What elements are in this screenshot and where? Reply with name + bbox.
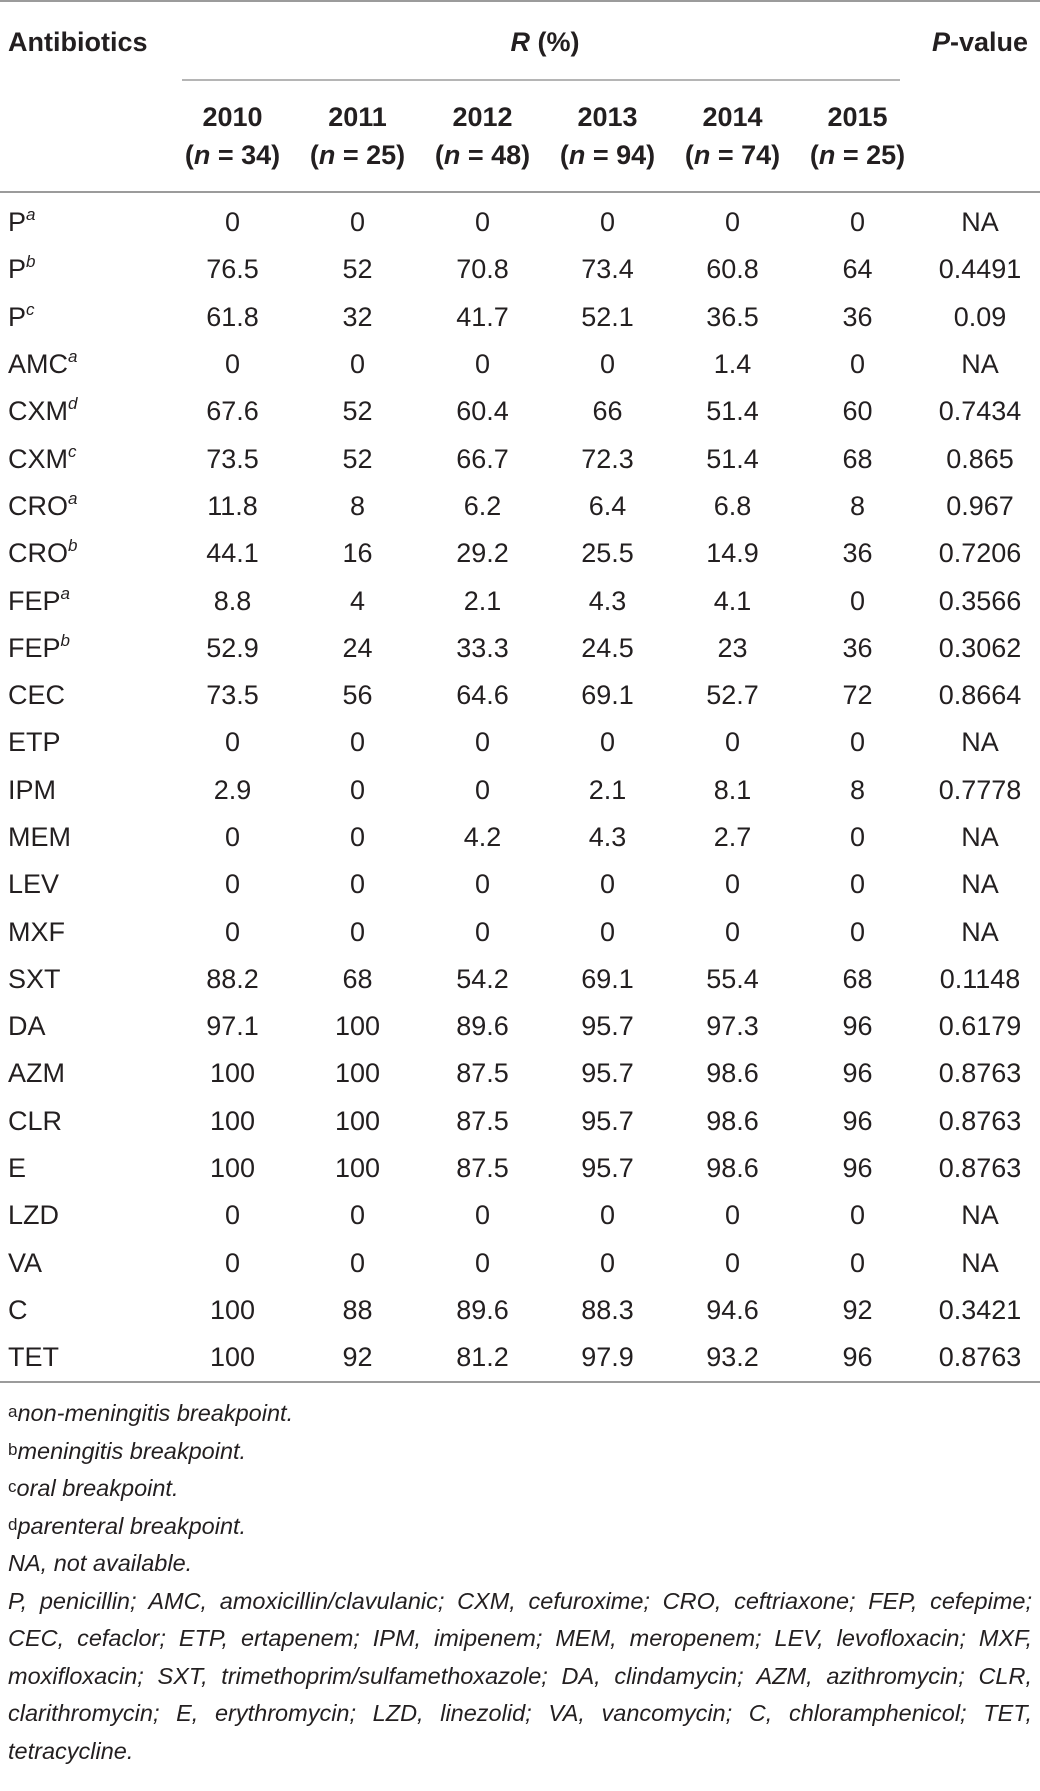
resistance-value: 52.7: [706, 680, 759, 711]
table-row: [0, 719, 1040, 766]
resistance-value: 23: [717, 632, 748, 663]
resistance-value: 95.7: [581, 1153, 634, 1184]
resistance-value: 0: [474, 916, 491, 947]
resistance-value: 64.6: [456, 680, 509, 711]
resistance-value: 0: [850, 727, 866, 758]
resistance-value: 97.3: [706, 1011, 759, 1042]
resistance-value: 0: [724, 207, 741, 238]
resistance-value: 0: [224, 349, 241, 380]
antibiotic-name: LZD: [8, 1200, 60, 1231]
footnote: $^d$parenteral breakpoint.: [8, 1512, 247, 1539]
table-header: [0, 1, 1040, 192]
resistance-value: 72: [842, 680, 873, 711]
p-value: NA: [961, 1200, 999, 1231]
table-row: [0, 861, 1040, 908]
footnote-marker: a: [68, 488, 78, 508]
resistance-value: 0: [224, 727, 241, 758]
resistance-value: 44.1: [206, 538, 259, 569]
resistance-value: 36: [842, 538, 873, 569]
resistance-value: 100: [209, 1342, 256, 1373]
antibiotic-name: FEP$^a$: [8, 583, 70, 616]
resistance-value: 0: [474, 349, 491, 380]
resistance-value: 0: [724, 916, 741, 947]
resistance-value: 98.6: [706, 1105, 759, 1136]
antibiotic-name: MEM: [8, 822, 71, 852]
resistance-value: 0: [349, 869, 366, 900]
p-value: NA: [961, 727, 999, 758]
resistance-value: 8: [349, 490, 366, 521]
table-row: [0, 341, 1040, 388]
resistance-value: 0: [224, 822, 241, 852]
resistance-value: 24.5: [581, 632, 634, 663]
resistance-value: 0: [850, 916, 866, 947]
footnote-marker: a: [26, 205, 36, 225]
resistance-value: 51.4: [706, 443, 759, 474]
p-value: 0.3421: [938, 1294, 1022, 1325]
resistance-value: 96: [842, 1342, 873, 1373]
resistance-value: 69.1: [581, 680, 634, 711]
footnote-marker: a: [68, 347, 78, 367]
resistance-value: 29.2: [456, 538, 509, 569]
table-row: [0, 483, 1040, 530]
resistance-value: 72.3: [581, 443, 634, 474]
p-value: 0.865: [946, 443, 1014, 474]
p-value: NA: [961, 1247, 999, 1278]
p-value: 0.09: [953, 301, 1007, 332]
resistance-value: 60: [842, 396, 873, 427]
resistance-value: 55.4: [706, 963, 759, 994]
resistance-value: 0: [599, 916, 616, 947]
antibiotic-name: AMC$^a$: [8, 347, 78, 380]
antibiotic-name: AZM: [8, 1058, 65, 1089]
antibiotic-name: MXF: [8, 916, 65, 947]
footnote-marker: c: [26, 299, 35, 319]
antibiotic-name: C: [8, 1294, 28, 1325]
resistance-value: 41.7: [456, 301, 509, 332]
antibiotic-name: SXT: [8, 963, 61, 994]
table-row: [0, 1003, 1040, 1050]
resistance-value: 0: [724, 1200, 741, 1231]
resistance-value: 88.2: [206, 963, 259, 994]
table-row: [0, 1334, 1040, 1382]
resistance-value: 98.6: [706, 1058, 759, 1089]
resistance-value: 0: [850, 869, 866, 900]
resistance-value: 36: [842, 301, 873, 332]
resistance-value: 4.2: [463, 822, 502, 852]
resistance-value: 0: [349, 1247, 366, 1278]
resistance-value: 0: [349, 1200, 366, 1231]
antibiotic-name: $P^c$: [8, 299, 35, 332]
resistance-value: 87.5: [456, 1105, 509, 1136]
table-row: [0, 435, 1040, 482]
p-value: NA: [961, 822, 999, 852]
p-value: 0.3062: [938, 632, 1022, 663]
resistance-value: 60.8: [706, 254, 759, 285]
resistance-value: 0: [474, 727, 491, 758]
resistance-value: 100: [209, 1294, 256, 1325]
abbreviations-note: P, penicillin; AMC, amoxicillin/clavulanic; CXM, cefuroxime; CRO, ceftriaxone; FEP, cefepime; CEC, cefaclor; ETP, ertapenem; IPM, imipenem; MEM, meropenem; LEV, levofloxacin; MXF, moxifloxacin; SXT, trimethoprim/sulfamethoxazole; DA, clindamycin; AZM, azithromycin; CLR, clarithromycin; E, erythromycin; LZD, linezolid; VA, vancomycin; C, chloramphenicol; TET, tetracycline.: [8, 1587, 1032, 1764]
resistance-value: 0: [850, 349, 866, 380]
resistance-value: 6.8: [713, 490, 752, 521]
resistance-value: 36: [842, 632, 873, 663]
antibiotic-name: $P^b$: [8, 252, 36, 285]
year-header-row: [0, 81, 1040, 192]
resistance-value: 73.4: [581, 254, 634, 285]
p-value: 0.8763: [938, 1153, 1022, 1184]
footnote: $^b$meningitis breakpoint.: [8, 1437, 247, 1464]
resistance-value: 2.7: [713, 822, 752, 852]
footnote-marker: a: [60, 583, 70, 603]
resistance-value: 2.1: [588, 774, 627, 805]
resistance-value: 4.3: [588, 822, 627, 852]
resistance-value: 0: [474, 1200, 491, 1231]
resistance-value: 0: [349, 916, 366, 947]
resistance-value: 66.7: [456, 443, 509, 474]
resistance-value: 4: [349, 585, 366, 616]
resistance-value: 0: [599, 207, 616, 238]
table-row: [0, 814, 1040, 861]
resistance-value: 14.9: [706, 538, 759, 569]
antibiotic-name: DA: [8, 1011, 46, 1042]
resistance-value: 0: [850, 1200, 866, 1231]
resistance-value: 73.5: [206, 680, 259, 711]
resistance-value: 88.3: [581, 1294, 634, 1325]
resistance-value: 96: [842, 1058, 873, 1089]
resistance-value: 97.9: [581, 1342, 634, 1373]
resistance-value: 68: [342, 963, 373, 994]
resistance-value: 2.9: [213, 774, 252, 805]
resistance-value: 100: [209, 1058, 256, 1089]
resistance-value: 96: [842, 1011, 873, 1042]
resistance-value: 98.6: [706, 1153, 759, 1184]
resistance-value: 8.1: [713, 774, 752, 805]
resistance-value: 66: [592, 396, 623, 427]
resistance-value: 89.6: [456, 1294, 509, 1325]
footnote-marker: b: [60, 630, 70, 650]
resistance-value: 8.8: [213, 585, 252, 616]
resistance-value: 52: [342, 396, 373, 427]
resistance-value: 54.2: [456, 963, 509, 994]
resistance-value: 0: [599, 1200, 616, 1231]
table-row: [0, 1192, 1040, 1239]
year-header-2014: 2014 (n = 74): [684, 102, 781, 170]
p-value: 0.7206: [938, 538, 1022, 569]
table-row: [0, 767, 1040, 814]
resistance-value: 0: [850, 585, 866, 616]
antibiotic-name: IPM: [8, 774, 57, 805]
p-value: 0.967: [946, 490, 1014, 521]
p-value: 0.6179: [938, 1011, 1022, 1042]
resistance-value: 2.1: [463, 585, 502, 616]
resistance-value: 1.4: [713, 349, 752, 380]
table-row: [0, 956, 1040, 1003]
resistance-value: 60.4: [456, 396, 509, 427]
table-row: [0, 577, 1040, 624]
resistance-value: 56: [342, 680, 373, 711]
footnote: $^a$non-meningitis breakpoint.: [8, 1400, 294, 1427]
resistance-value: 68: [842, 443, 873, 474]
resistance-value: 0: [349, 727, 366, 758]
resistance-value: 100: [334, 1058, 381, 1089]
table-row: [0, 908, 1040, 955]
resistance-value: 32: [342, 301, 373, 332]
resistance-value: 94.6: [706, 1294, 759, 1325]
table-notes: [0, 1383, 1040, 1770]
antibiotic-name: E: [8, 1153, 27, 1184]
resistance-value: 6.2: [463, 490, 502, 521]
resistance-value: 100: [334, 1153, 381, 1184]
resistance-value: 4.3: [588, 585, 627, 616]
antibiotic-name: CXM$^c$: [8, 441, 77, 474]
resistance-value: 95.7: [581, 1058, 634, 1089]
resistance-value: 36.5: [706, 301, 759, 332]
resistance-value: 52: [342, 443, 373, 474]
resistance-value: 0: [599, 869, 616, 900]
na-note: NA, not available.: [8, 1550, 193, 1577]
resistance-value: 0: [850, 1247, 866, 1278]
resistance-value: 0: [474, 1247, 491, 1278]
resistance-value: 4.1: [713, 585, 752, 616]
footnote-marker: b: [26, 252, 36, 272]
resistance-value: 100: [209, 1153, 256, 1184]
resistance-value: 68: [842, 963, 873, 994]
resistance-value: 0: [224, 1200, 241, 1231]
resistance-value: 73.5: [206, 443, 259, 474]
antibiotic-name: CEC: [8, 680, 66, 711]
p-value: NA: [961, 916, 999, 947]
resistance-value: 95.7: [581, 1011, 634, 1042]
footnote-marker: c: [68, 441, 77, 461]
resistance-value: 64: [842, 254, 873, 285]
resistance-value: 11.8: [207, 490, 258, 521]
resistance-value: 97.1: [206, 1011, 259, 1042]
antibiotic-name: FEP$^b$: [8, 630, 70, 663]
resistance-value: 0: [599, 1247, 616, 1278]
resistance-value: 24: [342, 632, 373, 663]
resistance-value: 0: [599, 727, 616, 758]
resistance-value: 8: [850, 774, 866, 805]
resistance-value: 0: [224, 1247, 241, 1278]
p-value: 0.3566: [938, 585, 1022, 616]
footnote-marker: b: [68, 536, 78, 556]
resistance-value: 76.5: [206, 254, 259, 285]
year-header-2010: 2010 (n = 34): [184, 102, 281, 170]
resistance-value: 52: [342, 254, 373, 285]
resistance-value: 100: [334, 1105, 381, 1136]
table-row: [0, 672, 1040, 719]
resistance-value: 0: [474, 207, 491, 238]
antibiotic-name: CRO$^b$: [8, 536, 78, 569]
p-value: 0.4491: [938, 254, 1022, 285]
resistance-value: 88: [342, 1294, 373, 1325]
resistance-value: 67.6: [206, 396, 259, 427]
table-row: [0, 625, 1040, 672]
p-value: 0.8664: [938, 680, 1022, 711]
resistance-value: 51.4: [706, 396, 759, 427]
resistance-value: 87.5: [456, 1153, 509, 1184]
resistance-value: 96: [842, 1153, 873, 1184]
resistance-value: 87.5: [456, 1058, 509, 1089]
table-row: [0, 1098, 1040, 1145]
antibiotic-name: CRO$^a$: [8, 488, 78, 521]
table-row: [0, 1287, 1040, 1334]
table-row: [0, 530, 1040, 577]
resistance-value: 92: [342, 1342, 373, 1373]
year-header-2013: 2013 (n = 94): [559, 102, 656, 170]
resistance-value: 0: [599, 349, 616, 380]
resistance-value: 0: [349, 774, 366, 805]
resistance-value: 96: [842, 1105, 873, 1136]
resistance-value: 0: [224, 207, 241, 238]
p-value: 0.8763: [938, 1342, 1022, 1373]
resistance-value: 0: [850, 207, 866, 238]
p-value: 0.7778: [938, 774, 1022, 805]
resistance-value: 52.1: [581, 301, 634, 332]
p-value: 0.7434: [938, 396, 1022, 427]
resistance-value: 0: [850, 822, 866, 852]
antibiotics-header: Antibiotics: [8, 26, 148, 57]
pvalue-header: P-value: [932, 26, 1029, 57]
resistance-value: 6.4: [588, 490, 627, 521]
antibiotic-name: $P^a$: [8, 205, 36, 238]
resistance-value: 92: [842, 1294, 873, 1325]
p-value: NA: [961, 349, 999, 380]
resistance-group-header: R (%): [510, 26, 580, 57]
resistance-value: 61.8: [206, 301, 259, 332]
table-row: [0, 192, 1040, 246]
resistance-value: 52.9: [206, 632, 259, 663]
p-value: NA: [961, 869, 999, 900]
resistance-value: 33.3: [456, 632, 509, 663]
antibiotic-name: CLR: [8, 1105, 63, 1136]
year-header-2012: 2012 (n = 48): [434, 102, 531, 170]
resistance-value: 0: [474, 869, 491, 900]
resistance-value: 100: [334, 1011, 381, 1042]
p-value: 0.1148: [939, 963, 1021, 994]
p-value: NA: [961, 207, 999, 238]
resistance-value: 95.7: [581, 1105, 634, 1136]
resistance-value: 100: [209, 1105, 256, 1136]
table-row: [0, 294, 1040, 341]
antibiotic-name: TET: [8, 1342, 59, 1373]
resistance-value: 0: [724, 869, 741, 900]
year-header-2015: 2015 (n = 25): [809, 102, 906, 170]
antibiotic-name: VA: [8, 1247, 43, 1278]
resistance-value: 93.2: [706, 1342, 759, 1373]
resistance-value: 25.5: [581, 538, 634, 569]
p-value: 0.8763: [938, 1105, 1022, 1136]
table-row: [0, 246, 1040, 293]
resistance-value: 0: [349, 349, 366, 380]
resistance-value: 70.8: [456, 254, 509, 285]
antibiotic-name: CXM$^d$: [8, 394, 78, 427]
resistance-value: 0: [474, 774, 491, 805]
footnote-marker: d: [68, 394, 78, 414]
footnote-list: [8, 1395, 1032, 1545]
year-header-2011: 2011 (n = 25): [309, 102, 406, 170]
antibiotic-name: ETP: [8, 727, 61, 758]
header-row-group: [0, 1, 1040, 79]
table-row: [0, 1145, 1040, 1192]
resistance-value: 8: [850, 490, 866, 521]
resistance-value: 16: [342, 538, 373, 569]
resistance-value: 0: [224, 869, 241, 900]
resistance-value: 89.6: [456, 1011, 509, 1042]
table-row: [0, 388, 1040, 435]
resistance-value: 69.1: [581, 963, 634, 994]
resistance-value: 0: [724, 1247, 741, 1278]
p-value: 0.8763: [938, 1058, 1022, 1089]
table-row: [0, 1050, 1040, 1097]
antibiotic-name: LEV: [8, 869, 60, 900]
resistance-value: 81.2: [456, 1342, 509, 1373]
table-body: [0, 192, 1040, 1382]
resistance-value: 0: [724, 727, 741, 758]
resistance-value: 0: [349, 822, 366, 852]
footnote: $^c$oral breakpoint.: [8, 1475, 179, 1502]
table-row: [0, 1240, 1040, 1287]
resistance-value: 0: [224, 916, 241, 947]
resistance-value: 0: [349, 207, 366, 238]
